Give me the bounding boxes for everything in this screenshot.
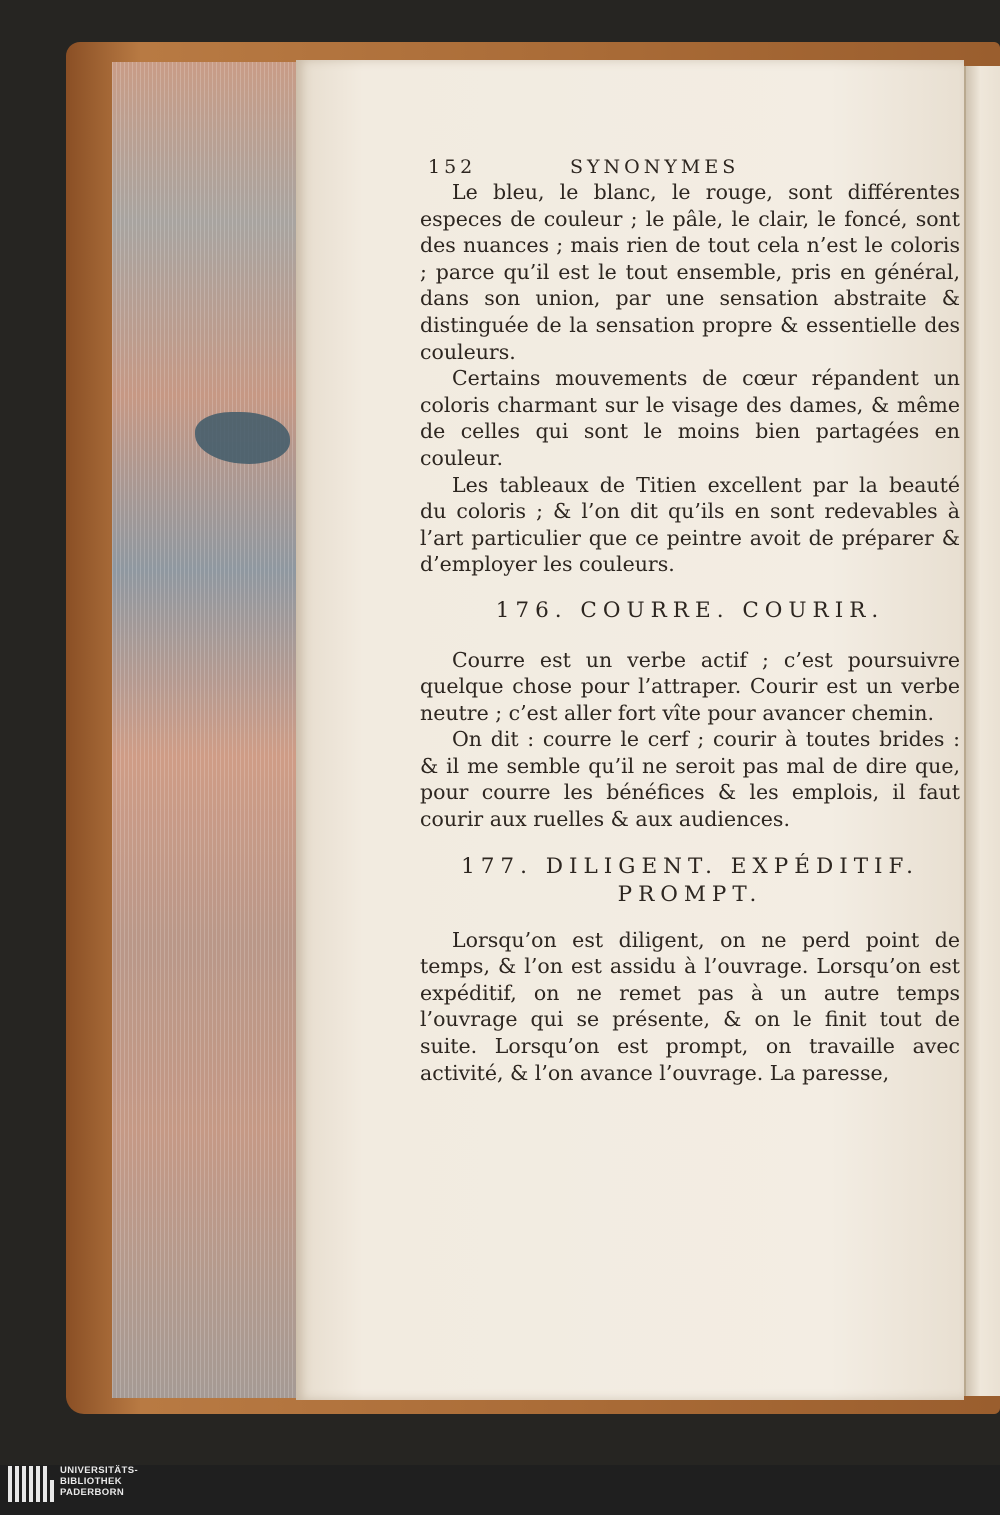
page-number: 152 — [428, 156, 477, 178]
running-title: SYNONYMES — [570, 156, 740, 178]
heading-line: PROMPT. — [617, 881, 763, 907]
running-header — [420, 152, 960, 179]
library-logo-text — [60, 1465, 138, 1498]
heading-line: 177. DILIGENT. EXPÉDITIF. — [461, 853, 919, 879]
paragraph: Les tableaux de Titien excellent par la beauté du coloris ; & l’on dit qu’ils en sont redevables à l’art particulier que ce peintre avoit de préparer & d’employer les couleurs. — [420, 472, 960, 577]
footer-bar — [0, 1465, 1000, 1515]
library-logo-icon — [8, 1466, 54, 1502]
marbled-page-edges — [112, 62, 304, 1398]
paragraph: On dit : courre le cerf ; courir à toutes brides : & il me semble qu’il ne seroit pas mal de dire que, pour courre les bénéfices & les emplois, il faut courir aux ruelles & aux audiences. — [420, 727, 960, 832]
logo-line: PADERBORN — [60, 1487, 125, 1498]
logo-line: UNIVERSITÄTS- — [60, 1465, 139, 1476]
paragraph: Certains mouvements de cœur répandent un coloris charmant sur le visage des dames, & même de celles qui sont le moins bien partagées en couleur. — [420, 366, 960, 470]
facing-page-edge — [964, 66, 1000, 1396]
logo-line: BIBLIOTHEK — [60, 1476, 123, 1487]
paragraph: Le bleu, le blanc, le rouge, sont différentes especes de couleur ; le pâle, le clair, le foncé, sont des nuances ; mais rien de tout cela n’est le coloris ; parce qu’il est le tout ensemble, pris en général, dans son union, par une sensation abstraite & distinguée de la sensation propre & essentielle des couleurs. — [420, 180, 960, 364]
section-heading-177 — [420, 853, 960, 909]
paragraph: Lorsqu’on est diligent, on ne perd point de temps, & l’on est assidu à l’ouvrage. Lorsqu’on est expéditif, on ne remet pas à un autre temps l’ouvrage qui se présente, & on le finit tout de suite. Lorsqu’on est prompt, on travaille avec activité, & l’on avance l’ouvrage. La paresse, — [420, 927, 960, 1085]
section-heading-176: 176. COURRE. COURIR. — [495, 597, 885, 623]
paragraph: Courre est un verbe actif ; c’est poursuivre quelque chose pour l’attraper. Courir est un verbe neutre ; c’est aller fort vîte pour avancer chemin. — [420, 647, 960, 725]
page-text — [420, 152, 960, 1086]
